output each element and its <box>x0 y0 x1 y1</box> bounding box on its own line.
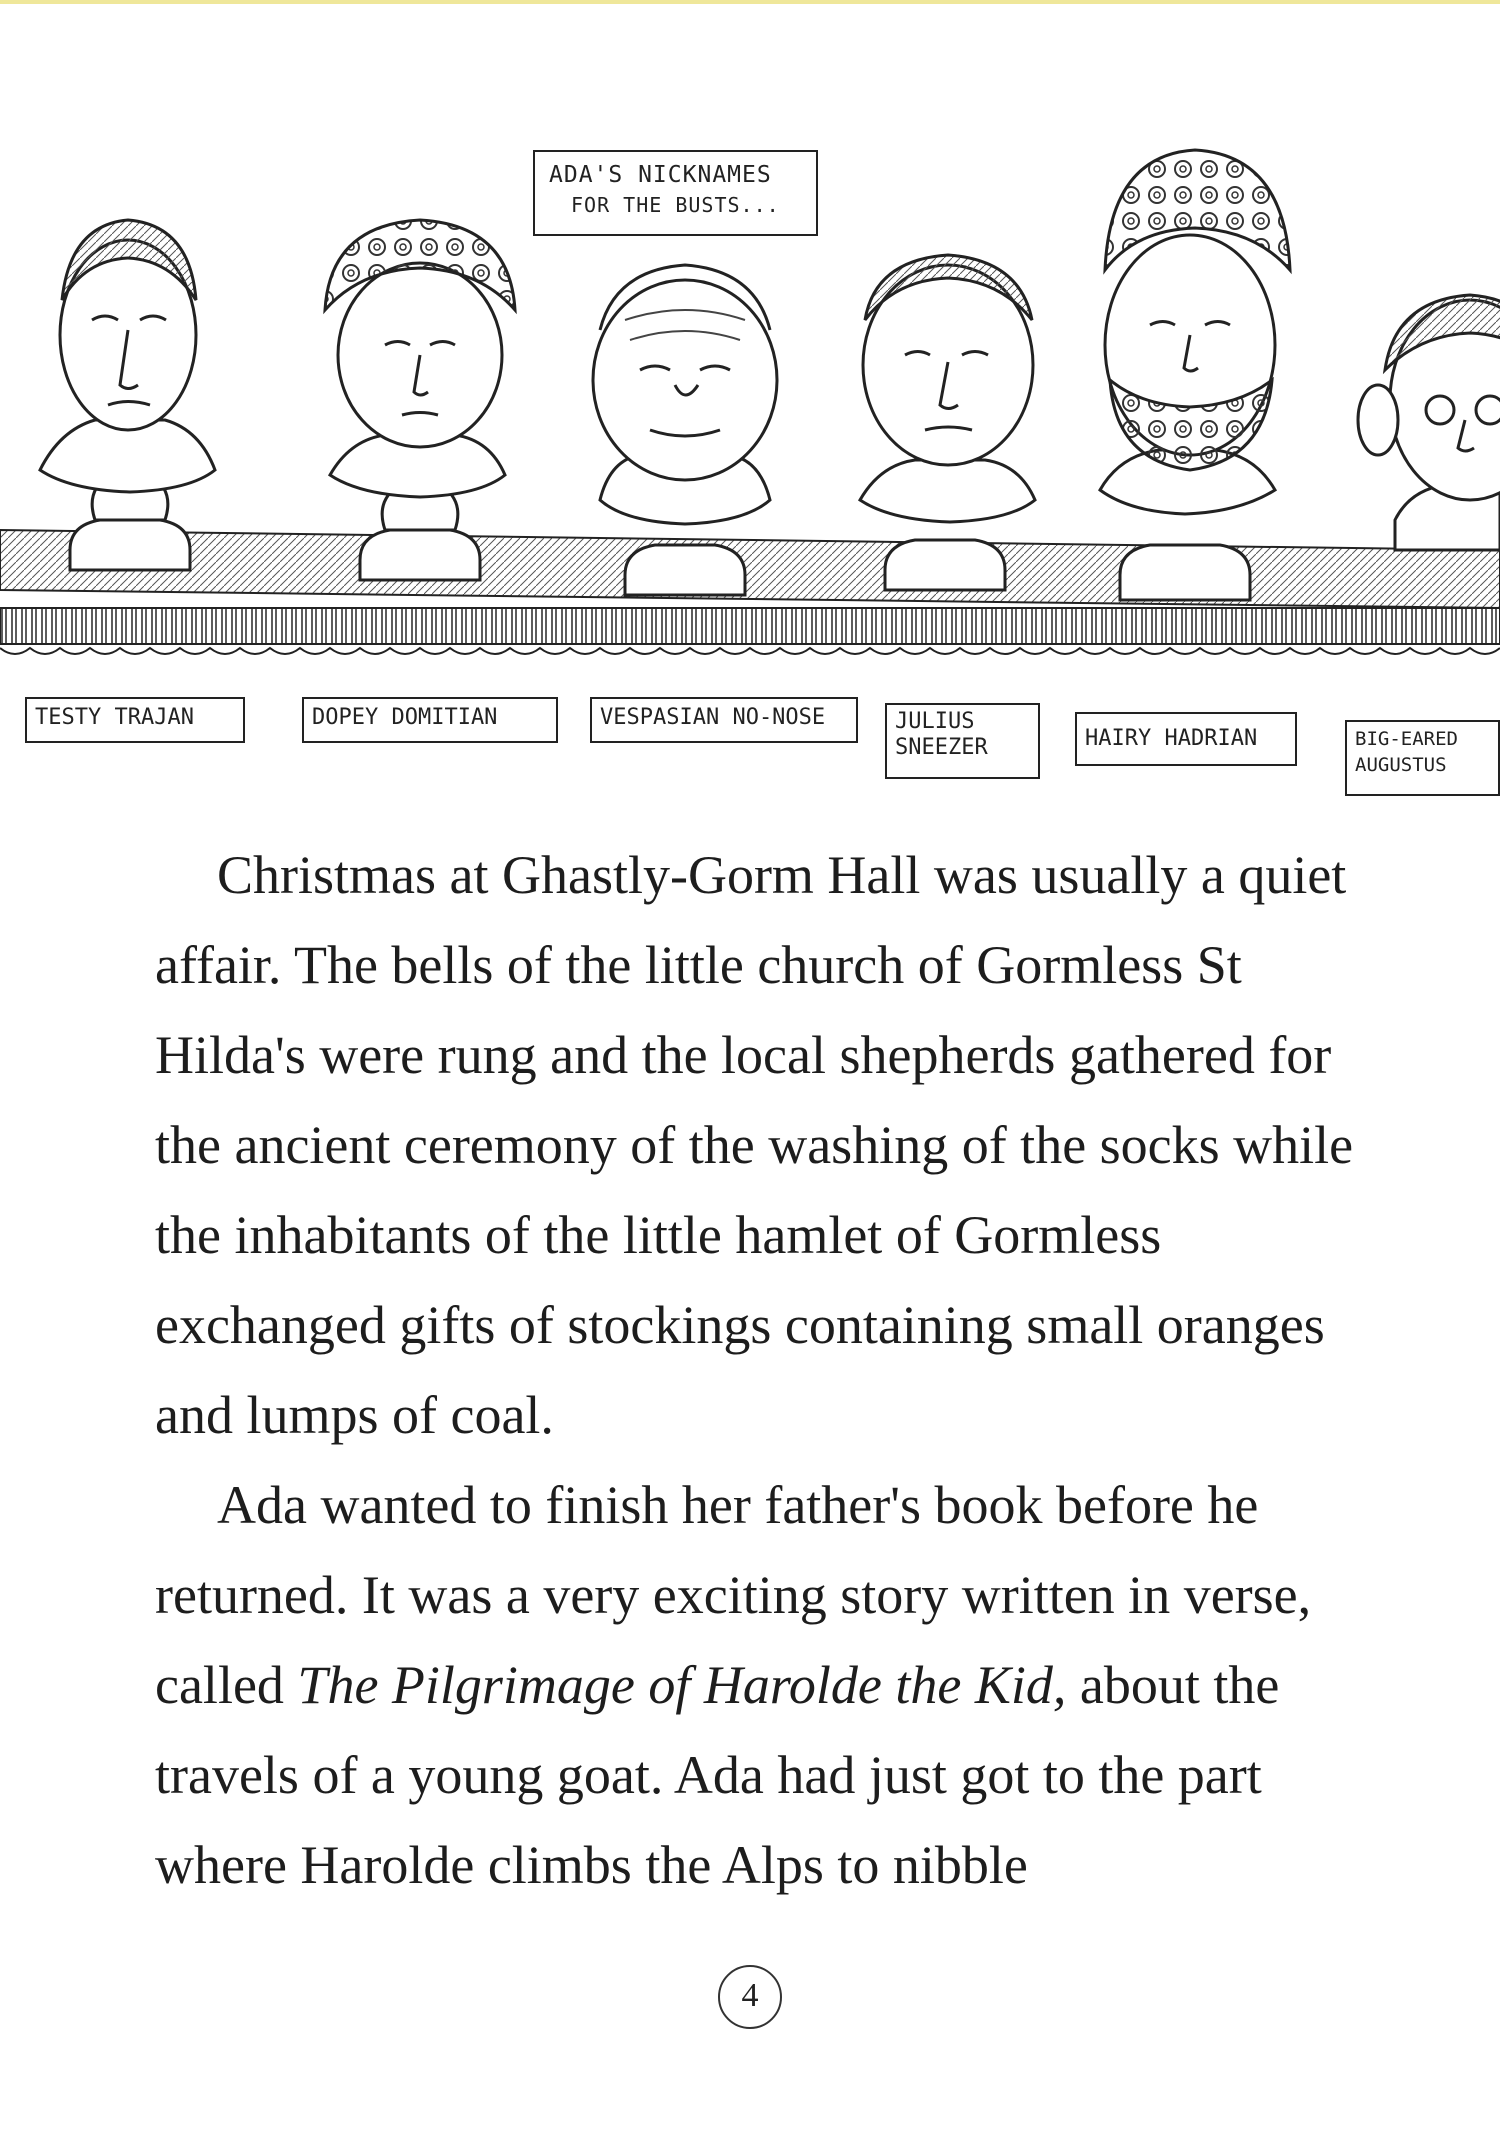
shelf-band <box>0 608 1500 644</box>
page-number: 4 <box>718 1965 782 2029</box>
bust-dopey-domitian <box>325 220 515 580</box>
plaque-vespasian-no-nose: VESPASIAN NO-NOSE <box>590 697 858 743</box>
plaque-big-eared-augustus: BIG-EARED AUGUSTUS <box>1345 720 1500 796</box>
bust-hairy-hadrian <box>1100 150 1290 600</box>
shelf-top <box>0 530 1500 608</box>
paragraph-2-start: Ada wanted to finish her father's book before he returned. It was a very exciting story written in verse, called <box>155 1475 1312 1715</box>
book-title: The Pilgrimage of Harolde the Kid, <box>297 1655 1067 1715</box>
plaque-hairy-hadrian: HAIRY HADRIAN <box>1075 712 1297 766</box>
shelf-trim <box>0 648 1500 654</box>
plaque-dopey-domitian: DOPEY DOMITIAN <box>302 697 558 743</box>
paragraph-1: Christmas at Ghastly-Gorm Hall was usually a quiet affair. The bells of the little church of Gormless St Hilda's were rung and the local shepherds gathered for the ancient ceremony of the washing of the socks while the inhabitants of the little hamlet of Gormless exchanged gifts of stockings containing small oranges and lumps of coal. <box>155 845 1354 1445</box>
bust-testy-trajan <box>40 220 215 570</box>
nicknames-caption <box>533 150 818 236</box>
plaque-julius-sneezer: JULIUS SNEEZER <box>885 703 1040 779</box>
bust-big-eared-augustus <box>1358 295 1500 550</box>
top-edge <box>0 0 1500 4</box>
story-text <box>155 830 1385 1910</box>
plaque-testy-trajan: TESTY TRAJAN <box>25 697 245 743</box>
paragraph-2-end: about the travels of a young goat. Ada had just got to the part where Harolde climbs the Alps to nibble <box>155 1655 1280 1895</box>
paragraph-2 <box>155 1460 1385 1910</box>
bust-julius-sneezer <box>860 255 1035 590</box>
caption-line-1: ADA'S NICKNAMES <box>549 162 772 188</box>
caption-line-2: FOR THE BUSTS... <box>571 193 780 217</box>
